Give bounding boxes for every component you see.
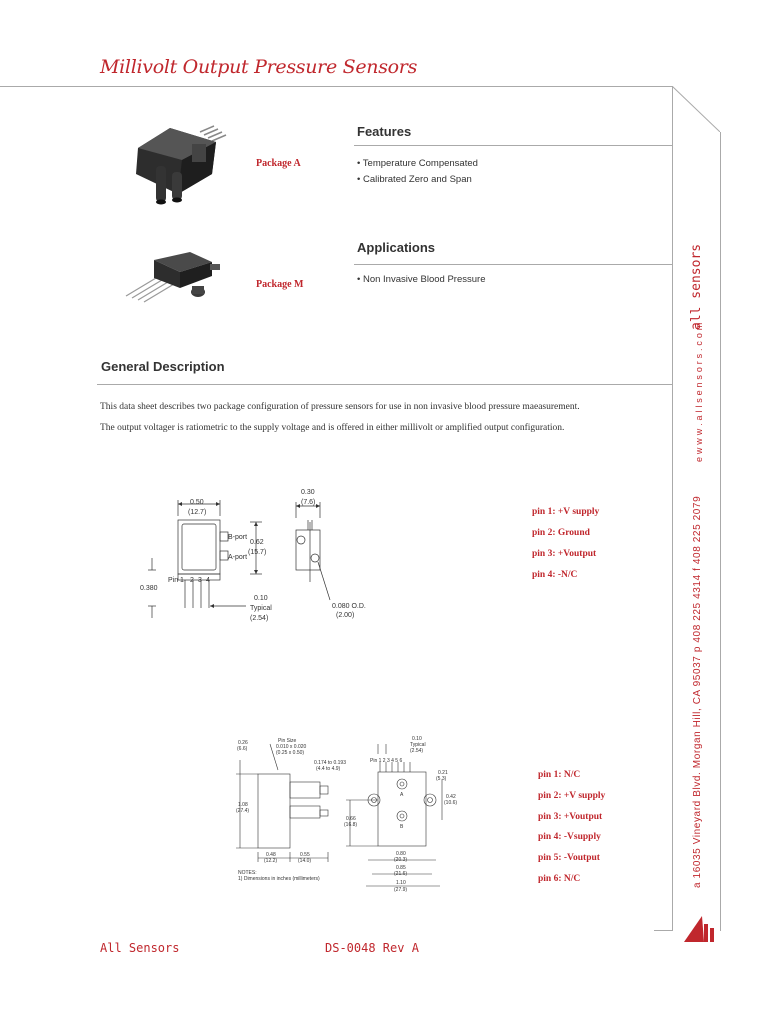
pin-a-4: pin 4: -N/C (532, 570, 578, 580)
dim-066: 0.66 (346, 816, 356, 822)
pin-number: 2 (190, 577, 194, 584)
contact-text: a 16035 Vineyard Blvd. Morgan Hill, CA 95037 p 408 225 4314 f 408 225 2079 (692, 495, 703, 888)
page-title: Millivolt Output Pressure Sensors (100, 56, 418, 78)
pin-size-mm: (0.25 x 0.50) (276, 750, 305, 756)
dim-080-mm: (20.3) (394, 857, 408, 863)
dim-085: 0.85 (396, 865, 406, 871)
description-paragraph: The output voltager is ratiometric to the supply voltage and is offered in either millivolt or amplified output configuration. (100, 423, 565, 433)
pin-number: 3 (198, 577, 202, 584)
package-a-dimension-drawing (130, 482, 370, 632)
notes-text: 1) Dimensions in inches (millimeters) (238, 876, 320, 882)
dim-height-m: 1.08 (238, 802, 248, 808)
port-a-label: A (400, 792, 404, 798)
dim-066-mm: (16.8) (344, 822, 358, 828)
dim-pin-length: 0.380 (140, 585, 158, 592)
pin-m-2: pin 2: +V supply (538, 791, 606, 801)
applications-heading: Applications (357, 240, 436, 255)
features-heading: Features (357, 124, 412, 139)
features-rule (354, 145, 672, 146)
feature-item: • Temperature Compensated (357, 158, 478, 169)
dim-pitch-m-mm: (2.54) (410, 748, 424, 754)
feature-item: • Calibrated Zero and Span (357, 174, 472, 185)
corner-fold (672, 86, 720, 132)
brand-text: all sensors (689, 243, 704, 330)
pin-m-1: pin 1: N/C (538, 770, 581, 780)
dim-042: 0.42 (446, 794, 456, 800)
pin-m-3: pin 3: +Voutput (538, 812, 603, 822)
pin-a-2: pin 2: Ground (532, 528, 590, 538)
dim-width: 0.50 (190, 499, 204, 506)
port-diameter: 0.174 to 0.193 (314, 760, 346, 766)
pin-label: Pin 1 (168, 577, 184, 584)
port-diameter-mm: (4.4 to 4.9) (316, 766, 341, 772)
dim-pitch-m-note: Typical (410, 742, 426, 748)
dim-085-mm: (21.6) (394, 871, 408, 877)
dim-height: 0.62 (250, 539, 264, 546)
dim-pitch-note: Typical (250, 605, 272, 612)
dim-080: 0.80 (396, 851, 406, 857)
dim-height-m-mm: (27.4) (236, 808, 250, 814)
footer-company: All Sensors (100, 941, 180, 955)
dim-pitch-mm: (2.54) (250, 615, 269, 622)
dim-021: 0.21 (438, 770, 448, 776)
dim-top-left-mm: (6.6) (237, 746, 248, 752)
dim-height-mm: (15.7) (248, 549, 267, 556)
dim-055-mm: (14.0) (298, 858, 312, 864)
dim-od-mm: (2.00) (336, 612, 355, 619)
pin-size-value: 0.010 x 0.020 (276, 744, 307, 750)
dim-side-width-mm: (7.6) (301, 499, 316, 506)
pin-a-3: pin 3: +Voutput (532, 549, 597, 559)
title-rule (0, 86, 672, 87)
dim-110-mm: (27.9) (394, 887, 408, 893)
general-rule (97, 384, 672, 385)
dim-pitch: 0.10 (254, 595, 268, 602)
package-m-label: Package M (256, 279, 304, 290)
description-paragraph: This data sheet describes two package configuration of pressure sensors for use in non invasive blood pressure maeasurement. (100, 402, 580, 412)
package-a-label: Package A (256, 158, 301, 169)
website-text: e w w w . a l l s e n s o r s . c o m (694, 322, 704, 462)
applications-rule (354, 264, 672, 265)
sidebar-rule (672, 86, 673, 931)
pin-m-4: pin 4: -Vsupply (538, 832, 601, 842)
pin-m-5: pin 5: -Voutput (538, 853, 600, 863)
port-b-label: B (400, 824, 404, 830)
application-item: • Non Invasive Blood Pressure (357, 274, 486, 285)
package-a-image (130, 118, 230, 210)
general-description-heading: General Description (101, 359, 225, 374)
dim-110: 1.10 (396, 880, 406, 886)
dim-048: 0.48 (266, 852, 276, 858)
dim-width-mm: (12.7) (188, 509, 207, 516)
company-logo (682, 912, 718, 948)
pin-a-1: pin 1: +V supply (532, 507, 600, 517)
dim-021-mm: (5.3) (436, 776, 447, 782)
pin-m-6: pin 6: N/C (538, 874, 581, 884)
pin-size-label: Pin Size (278, 738, 297, 744)
dim-042-mm: (10.6) (444, 800, 458, 806)
notes-label: NOTES: (238, 870, 257, 876)
a-port-label: A-port (228, 554, 248, 561)
dim-side-width: 0.30 (301, 489, 315, 496)
footer-rule (654, 930, 672, 931)
package-m-dimension-drawing (230, 734, 460, 902)
dim-top-left: 0.26 (238, 740, 248, 746)
package-m-image (120, 248, 230, 308)
dim-pitch-m: 0.10 (412, 736, 422, 742)
dim-048-mm: (12.2) (264, 858, 278, 864)
dim-055: 0.55 (300, 852, 310, 858)
footer-doc-number: DS-0048 Rev A (325, 941, 419, 955)
b-port-label: B-port (228, 534, 248, 541)
pin-row-label: Pin 1 2 3 4 5 6 (370, 758, 403, 764)
outer-rule (720, 132, 721, 931)
pin-number: 4 (206, 577, 210, 584)
dim-od: 0.080 O.D. (332, 603, 366, 610)
